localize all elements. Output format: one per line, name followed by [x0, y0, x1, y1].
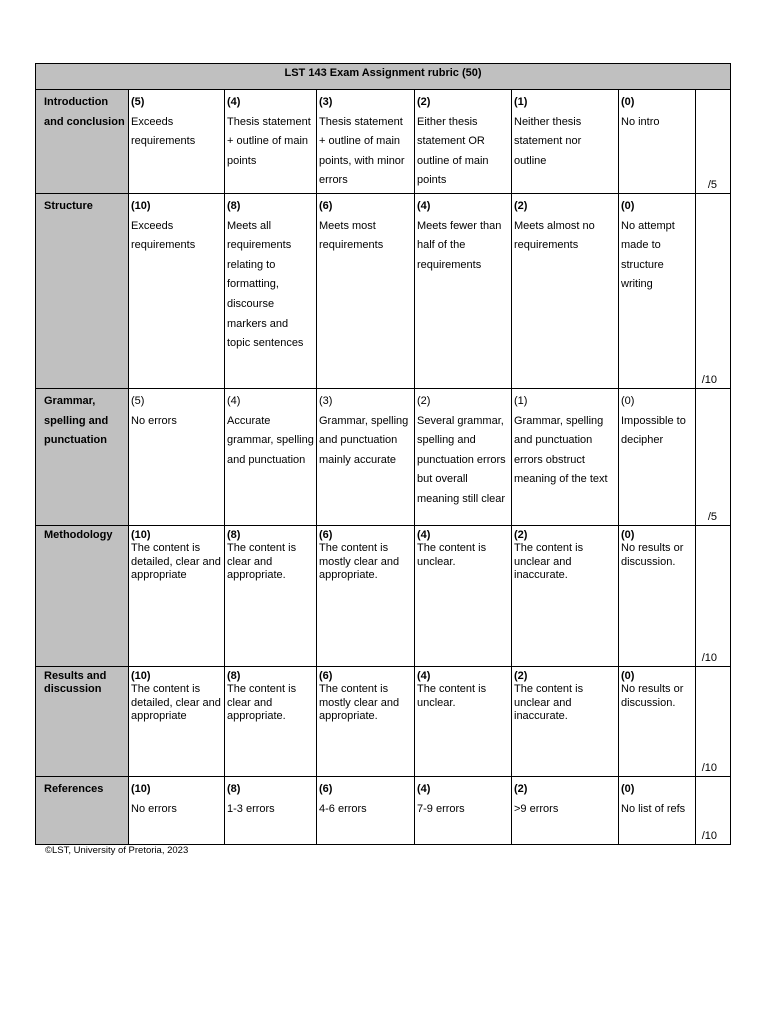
score-description: Meets fewer than half of the requirements: [417, 219, 502, 271]
score-description: No attempt made to structure writing: [621, 219, 675, 291]
score-description: Several grammar, spelling and punctuation errors but overall meaning still clear: [417, 414, 506, 505]
score-level: (10): [131, 199, 151, 212]
score-level: (4): [417, 669, 431, 682]
rubric-row: [36, 90, 731, 194]
score-level: (8): [227, 199, 241, 212]
score-cell: [317, 666, 415, 776]
score-level: (4): [227, 394, 241, 407]
score-cell: [415, 666, 512, 776]
score-description: No results or discussion.: [621, 683, 684, 709]
score-level: (2): [514, 782, 528, 795]
score-cell: [619, 776, 696, 844]
score-level: (0): [621, 96, 635, 108]
rubric-body: [36, 90, 731, 845]
criterion-label: Introduction and conclusion: [36, 90, 129, 194]
rubric-row: [36, 388, 731, 525]
score-cell: [129, 525, 225, 666]
score-description: Grammar, spelling and punctuation errors obstruct meaning of the text: [514, 414, 608, 486]
score-cell: [619, 388, 696, 525]
score-description: Exceeds requirements: [131, 115, 196, 148]
score-description: Meets almost no requirements: [514, 219, 595, 252]
criterion-label: Structure: [36, 193, 129, 388]
score-description: No errors: [131, 414, 177, 427]
score-cell: [129, 666, 225, 776]
score-description: No list of refs: [621, 802, 686, 815]
score-cell: [512, 776, 619, 844]
score-description: 7-9 errors: [417, 802, 465, 815]
score-cell: [225, 90, 317, 194]
score-description: >9 errors: [514, 802, 559, 815]
rubric-table: [35, 63, 731, 845]
score-level: (10): [131, 528, 151, 541]
score-level: (5): [131, 96, 145, 108]
score-cell: [619, 90, 696, 194]
row-total-cell: [696, 90, 731, 194]
score-description: 4-6 errors: [319, 802, 367, 815]
score-cell: [415, 388, 512, 525]
criterion-label: Grammar, spelling and punctuation: [36, 388, 129, 525]
score-description: Neither thesis statement nor outline: [514, 115, 582, 167]
row-total-label: /10: [701, 373, 718, 386]
score-cell: [129, 776, 225, 844]
score-description: The content is detailed, clear and appropriate: [131, 683, 221, 723]
score-level: (4): [417, 528, 431, 541]
rubric-row: [36, 776, 731, 844]
score-description: Meets all requirements relating to formatting, discourse markers and topic sentences: [227, 219, 304, 350]
criterion-label: References: [36, 776, 129, 844]
score-description: The content is mostly clear and appropriate.: [319, 683, 400, 723]
rubric-title: LST 143 Exam Assignment rubric (50): [36, 64, 731, 90]
score-description: Grammar, spelling and punctuation mainly accurate: [319, 414, 409, 466]
score-level: (2): [417, 96, 431, 108]
rubric-row: [36, 525, 731, 666]
score-level: (8): [227, 669, 241, 682]
row-total-label: /10: [701, 761, 718, 774]
score-cell: [512, 388, 619, 525]
score-cell: [317, 90, 415, 194]
score-cell: [129, 388, 225, 525]
row-total-cell: [696, 666, 731, 776]
row-total-cell: [696, 193, 731, 388]
row-total-label: /5: [707, 510, 718, 523]
score-description: Either thesis statement OR outline of main points: [417, 115, 489, 187]
score-cell: [225, 193, 317, 388]
score-level: (4): [417, 199, 431, 212]
score-cell: [129, 90, 225, 194]
rubric-row: [36, 666, 731, 776]
score-cell: [317, 525, 415, 666]
row-total-label: /10: [701, 651, 718, 664]
score-level: (5): [131, 394, 145, 407]
score-level: (6): [319, 669, 333, 682]
score-level: (0): [621, 528, 635, 541]
score-description: Accurate grammar, spelling and punctuation: [227, 414, 314, 466]
score-description: Thesis statement + outline of main points, with minor errors: [319, 115, 405, 187]
copyright-footer: ©LST, University of Pretoria, 2023: [45, 845, 189, 856]
score-level: (10): [131, 669, 151, 682]
score-level: (6): [319, 782, 333, 795]
score-level: (1): [514, 96, 528, 108]
row-total-cell: [696, 388, 731, 525]
row-total-cell: [696, 525, 731, 666]
score-cell: [512, 525, 619, 666]
score-cell: [225, 525, 317, 666]
score-cell: [317, 388, 415, 525]
score-cell: [415, 193, 512, 388]
score-cell: [619, 193, 696, 388]
score-description: Thesis statement + outline of main points: [227, 115, 311, 167]
score-level: (2): [514, 528, 528, 541]
score-cell: [512, 90, 619, 194]
row-total-label: /10: [701, 829, 718, 842]
score-description: The content is unclear.: [417, 542, 487, 568]
score-description: The content is unclear and inaccurate.: [514, 683, 584, 723]
score-description: The content is mostly clear and appropriate.: [319, 542, 400, 582]
score-level: (6): [319, 199, 333, 212]
score-cell: [225, 776, 317, 844]
score-cell: [415, 525, 512, 666]
score-cell: [415, 776, 512, 844]
score-level: (8): [227, 782, 241, 795]
score-cell: [129, 193, 225, 388]
score-description: The content is clear and appropriate.: [227, 542, 297, 582]
score-level: (0): [621, 199, 635, 212]
score-cell: [619, 525, 696, 666]
criterion-label: Results and discussion: [36, 666, 129, 776]
score-level: (2): [514, 669, 528, 682]
score-level: (3): [319, 394, 333, 407]
score-description: 1-3 errors: [227, 802, 275, 815]
score-level: (1): [514, 394, 528, 407]
score-level: (3): [319, 96, 333, 108]
score-cell: [225, 388, 317, 525]
row-total-label: /5: [707, 178, 718, 191]
score-cell: [512, 193, 619, 388]
score-level: (2): [417, 394, 431, 407]
score-description: Impossible to decipher: [621, 414, 686, 447]
criterion-label: Methodology: [36, 525, 129, 666]
score-cell: [619, 666, 696, 776]
score-cell: [225, 666, 317, 776]
score-level: (0): [621, 394, 635, 407]
score-level: (0): [621, 782, 635, 795]
score-cell: [512, 666, 619, 776]
score-cell: [317, 776, 415, 844]
score-level: (0): [621, 669, 635, 682]
score-description: The content is detailed, clear and appropriate: [131, 542, 221, 582]
score-cell: [317, 193, 415, 388]
score-description: The content is clear and appropriate.: [227, 683, 297, 723]
score-description: The content is unclear.: [417, 683, 487, 709]
score-level: (4): [417, 782, 431, 795]
score-description: Meets most requirements: [319, 219, 384, 252]
score-description: No intro: [621, 115, 660, 128]
rubric-row: [36, 193, 731, 388]
score-description: The content is unclear and inaccurate.: [514, 542, 584, 582]
score-description: Exceeds requirements: [131, 219, 196, 252]
score-description: No results or discussion.: [621, 542, 684, 568]
score-description: No errors: [131, 802, 177, 815]
score-level: (10): [131, 782, 151, 795]
row-total-cell: [696, 776, 731, 844]
score-level: (6): [319, 528, 333, 541]
score-level: (2): [514, 199, 528, 212]
score-level: (4): [227, 96, 241, 108]
score-cell: [415, 90, 512, 194]
score-level: (8): [227, 528, 241, 541]
rubric-title-row: [36, 64, 731, 90]
